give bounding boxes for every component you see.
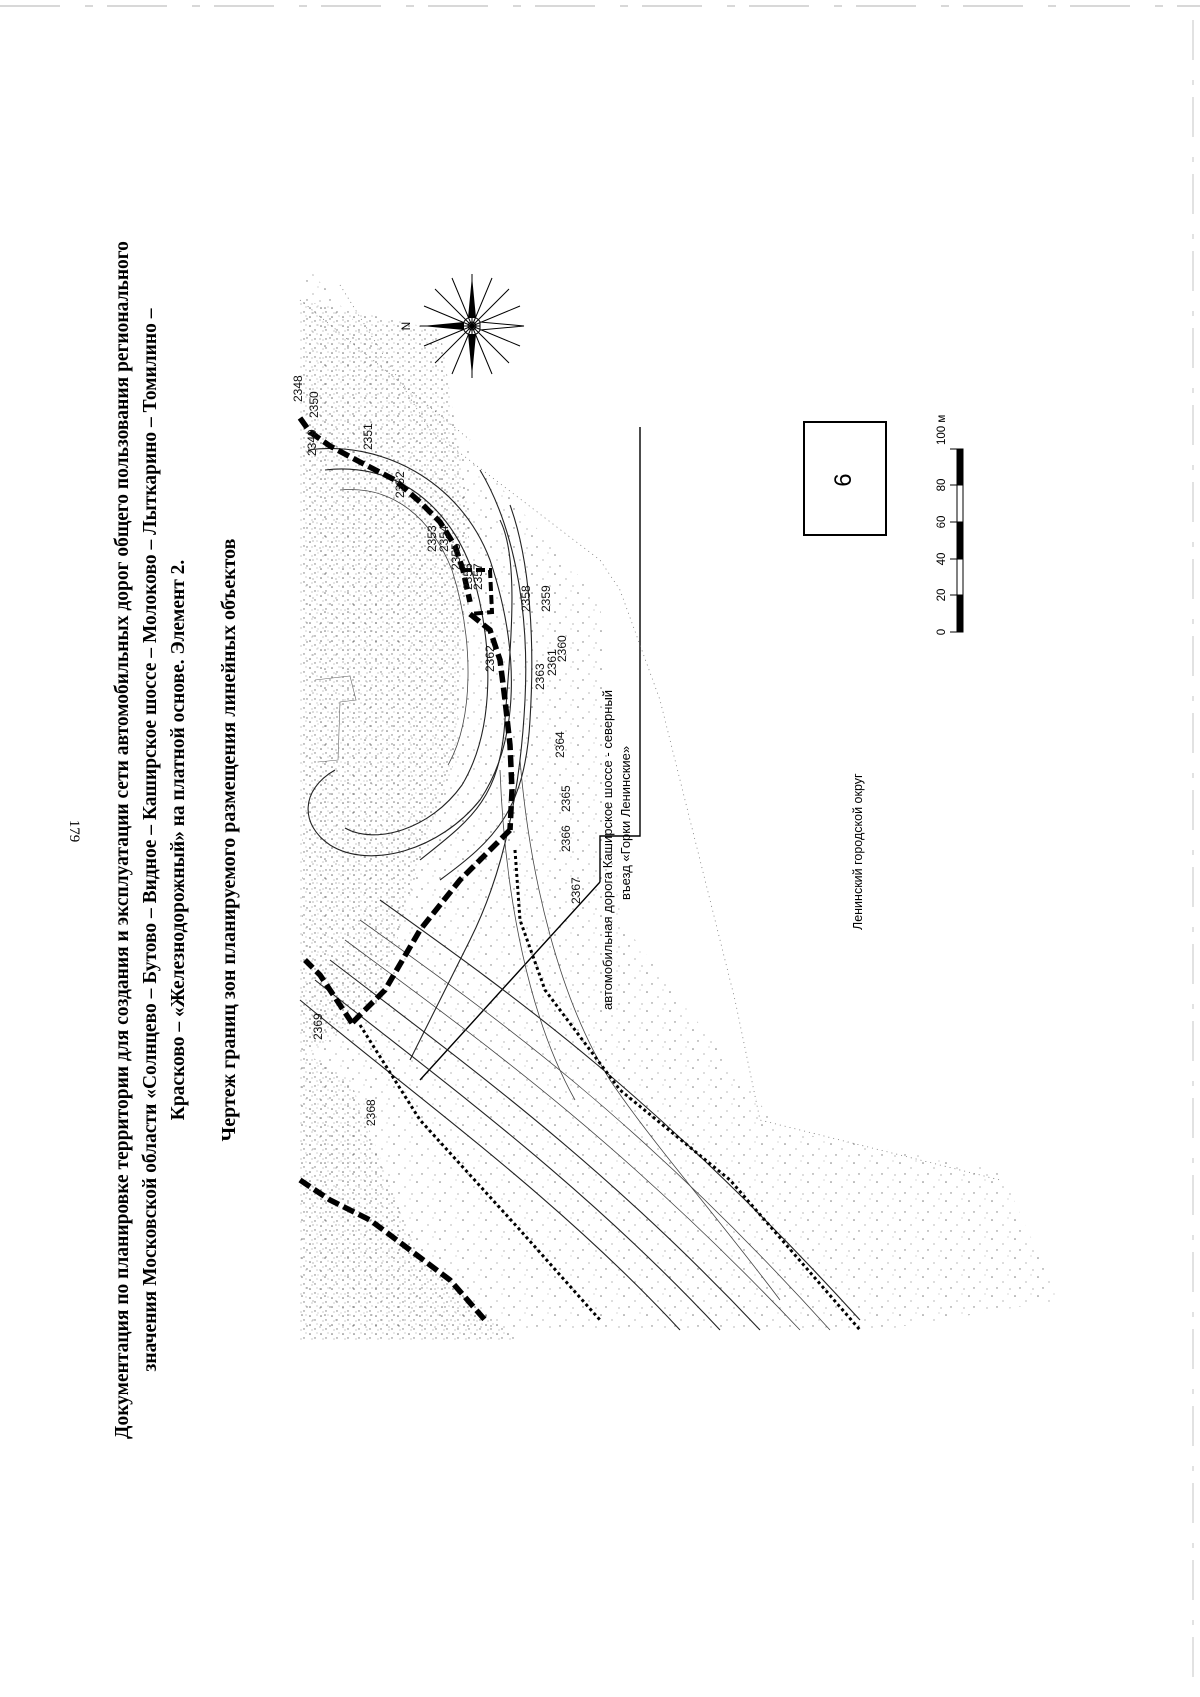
point-label: 2368 [364,1099,378,1126]
point-label: 2348 [291,375,305,402]
scale-tick-label: 0 [936,628,948,636]
compass-rose [420,274,524,378]
scale-tick-label: 100 м [936,414,948,445]
point-label: 2351 [361,423,375,450]
point-label: 2357 [471,563,485,590]
scale-bar [936,415,963,636]
drawing-subtitle: Чертеж границ зон планируемого размещения линейных объектов [218,538,240,1142]
point-label: 2367 [569,877,583,904]
point-label: 2366 [559,825,573,852]
scale-tick-label: 80 [936,478,948,492]
scale-tick-label: 20 [936,588,948,602]
title-line-3: Красково – «Железнодорожный» на платной основе. Элемент 2. [168,559,189,1121]
point-label: 2353 [425,525,439,552]
scale-tick-label: 60 [936,515,948,529]
point-label: 2355 [449,543,463,570]
point-label: 2360 [555,635,569,662]
scale-tick-label: 40 [936,552,948,566]
point-label: 2354 [437,525,451,552]
point-label: 2365 [559,785,573,812]
point-label: 2352 [393,471,407,498]
point-label: 2356 [461,563,475,590]
point-label: 2363 [533,663,547,690]
title-line-2: значения Московской области «Солнцево – Бутово – Видное – Каширское шоссе – Молоково – Лыткарино – Томилино – [140,308,161,1372]
point-label: 2350 [307,391,321,418]
point-label: 2358 [519,585,533,612]
district-label: Ленинский городской округ [851,773,865,930]
north-label: N [399,321,413,331]
point-label: 2362 [483,645,497,672]
title-line-1: Документация по планировке территории для создания и эксплуатации сети автомобильных дорог общего пользования регионального [112,241,133,1439]
point-label: 2369 [311,1013,325,1040]
point-label: 2361 [545,649,559,676]
point-label: 2364 [553,731,567,758]
page-number: 179 [66,819,82,843]
sheet-number: 6 [830,473,857,487]
road-name-line-1: автомобильная дорога Каширское шоссе - северный [600,689,615,1010]
road-name-line-2: въезд «Горки Ленинские» [618,745,633,900]
point-label: 2359 [539,585,553,612]
point-label: 2349 [305,429,319,456]
